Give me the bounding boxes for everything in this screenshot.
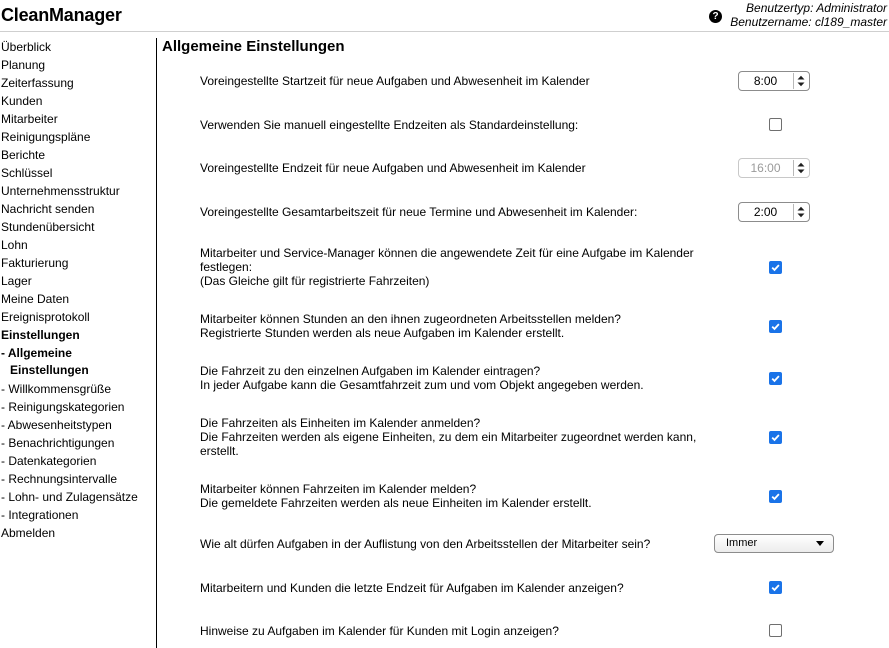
sidebar-subitem-lohn-zulagensaetze[interactable]: - Lohn- und Zulagensätze [1, 490, 138, 504]
setting-label-report-hours [200, 312, 710, 340]
task-age-select-value: Immer [726, 537, 758, 549]
start-time-value: 8:00 [753, 74, 778, 88]
task-age-select[interactable] [714, 534, 834, 553]
stepper-arrows-icon[interactable] [793, 204, 808, 220]
setting-label-last-end-time: Mitarbeitern und Kunden die letzte Endzeit für Aufgaben im Kalender anzeigen? [200, 581, 624, 595]
sidebar-item-nachricht-senden[interactable]: Nachricht senden [1, 202, 95, 216]
sidebar-subitem-willkommensgruesse[interactable]: - Willkommensgrüße [1, 382, 112, 396]
check-icon [770, 321, 781, 332]
label-line: Mitarbeiter und Service-Manager können die angewendete Zeit für eine Aufgabe im Kalender [200, 246, 694, 260]
end-time-stepper[interactable] [738, 158, 810, 178]
sidebar-item-planung[interactable]: Planung [1, 58, 46, 72]
sidebar-item-einstellungen[interactable]: Einstellungen [1, 328, 80, 342]
sidebar-subitem-integrationen[interactable]: - Integrationen [1, 508, 79, 522]
user-info [730, 1, 887, 29]
chevron-down-icon [816, 541, 824, 546]
manual-end-time-checkbox[interactable] [769, 118, 782, 131]
app-title: CleanManager [1, 5, 122, 25]
header-divider [0, 31, 889, 32]
setting-label-applied-time [200, 246, 710, 288]
customer-notes-checkbox[interactable] [769, 624, 782, 637]
total-work-time-value: 2:00 [753, 205, 778, 219]
sidebar-subitem-benachrichtigungen[interactable]: - Benachrichtigungen [1, 436, 115, 450]
setting-label-start-time: Voreingestellte Startzeit für neue Aufgaben und Abwesenheit im Kalender [200, 74, 590, 88]
sidebar-subitem-allgemeine-einstellungen[interactable] [1, 345, 153, 381]
sidebar-item-lager[interactable]: Lager [1, 274, 32, 288]
setting-label-travel-units [200, 416, 710, 458]
label-line: Registrierte Stunden werden als neue Aufgaben im Kalender erstellt. [200, 326, 565, 340]
report-hours-checkbox[interactable] [769, 320, 782, 333]
report-travel-checkbox[interactable] [769, 490, 782, 503]
sidebar-item-lohn[interactable]: Lohn [1, 238, 28, 252]
label-line: Die Fahrzeiten als Einheiten im Kalender anmelden? [200, 416, 481, 430]
sidebar-item-kunden[interactable]: Kunden [1, 94, 43, 108]
sidebar-subitem-datenkategorien[interactable]: - Datenkategorien [1, 454, 97, 468]
end-time-value: 16:00 [750, 161, 781, 175]
sidebar-nav [1, 39, 153, 543]
setting-label-task-age: Wie alt dürfen Aufgaben in der Auflistung von den Arbeitsstellen der Mitarbeiter sein? [200, 537, 651, 551]
label-line: Mitarbeiter können Stunden an den ihnen zugeordneten Arbeitsstellen melden? [200, 312, 621, 326]
page-title: Allgemeine Einstellungen [162, 38, 345, 55]
user-type: Benutzertyp: Administrator [746, 1, 887, 15]
setting-label-customer-notes: Hinweise zu Aufgaben im Kalender für Kunden mit Login anzeigen? [200, 624, 559, 638]
total-work-time-stepper[interactable] [738, 202, 810, 222]
label-line: Die Fahrzeit zu den einzelnen Aufgaben im Kalender eintragen? [200, 364, 541, 378]
sidebar-subitem-abwesenheitstypen[interactable]: - Abwesenheitstypen [1, 418, 112, 432]
travel-units-checkbox[interactable] [769, 431, 782, 444]
stepper-arrows-icon[interactable] [793, 160, 808, 176]
active-item-line2: Einstellungen [10, 363, 89, 377]
setting-label-travel-time [200, 364, 710, 392]
sidebar-item-ereignisprotokoll[interactable]: Ereignisprotokoll [1, 310, 90, 324]
question-circle-icon[interactable]: ? [709, 10, 722, 23]
setting-label-total-work-time: Voreingestellte Gesamtarbeitszeit für neue Termine und Abwesenheit im Kalender: [200, 205, 638, 219]
travel-time-checkbox[interactable] [769, 372, 782, 385]
sidebar-item-mitarbeiter[interactable]: Mitarbeiter [1, 112, 58, 126]
sidebar-subitem-rechnungsintervalle[interactable]: - Rechnungsintervalle [1, 472, 118, 486]
sidebar-item-abmelden[interactable]: Abmelden [1, 526, 56, 540]
setting-label-manual-end-time: Verwenden Sie manuell eingestellte Endzeiten als Standardeinstellung: [200, 118, 579, 132]
sidebar-item-zeiterfassung[interactable]: Zeiterfassung [1, 76, 74, 90]
sidebar-item-meine-daten[interactable]: Meine Daten [1, 292, 70, 306]
label-line: Die Fahrzeiten werden als eigene Einheiten, zu dem ein Mitarbeiter zugeordnet werden kann, [200, 430, 697, 444]
sidebar-item-fakturierung[interactable]: Fakturierung [1, 256, 69, 270]
sidebar-item-unternehmensstruktur[interactable]: Unternehmensstruktur [1, 184, 120, 198]
label-line: In jeder Aufgabe kann die Gesamtfahrzeit zum und vom Objekt angegeben werden. [200, 378, 644, 392]
start-time-stepper[interactable] [738, 71, 810, 91]
sidebar-item-stundenuebersicht[interactable]: Stundenübersicht [1, 220, 95, 234]
sidebar-item-schluessel[interactable]: Schlüssel [1, 166, 53, 180]
label-line: (Das Gleiche gilt für registrierte Fahrzeiten) [200, 274, 430, 288]
check-icon [770, 582, 781, 593]
check-icon [770, 491, 781, 502]
check-icon [770, 262, 781, 273]
last-end-time-checkbox[interactable] [769, 581, 782, 594]
user-name: Benutzername: cl189_master [730, 15, 887, 29]
setting-label-end-time: Voreingestellte Endzeit für neue Aufgaben und Abwesenheit im Kalender [200, 161, 586, 175]
label-line: festlegen: [200, 260, 253, 274]
sidebar-subitem-reinigungskategorien[interactable]: - Reinigungskategorien [1, 400, 125, 414]
check-icon [770, 373, 781, 384]
active-item-line1: - Allgemeine [1, 346, 72, 360]
sidebar-item-ueberblick[interactable]: Überblick [1, 40, 52, 54]
label-line: Mitarbeiter können Fahrzeiten im Kalender melden? [200, 482, 477, 496]
check-icon [770, 432, 781, 443]
label-line: erstellt. [200, 444, 239, 458]
sidebar-item-berichte[interactable]: Berichte [1, 148, 46, 162]
sidebar-divider [156, 38, 157, 648]
label-line: Die gemeldete Fahrzeiten werden als neue Einheiten im Kalender erstellt. [200, 496, 592, 510]
setting-label-report-travel [200, 482, 710, 510]
sidebar-item-reinigungsplaene[interactable]: Reinigungspläne [1, 130, 91, 144]
stepper-arrows-icon[interactable] [793, 73, 808, 89]
applied-time-checkbox[interactable] [769, 261, 782, 274]
